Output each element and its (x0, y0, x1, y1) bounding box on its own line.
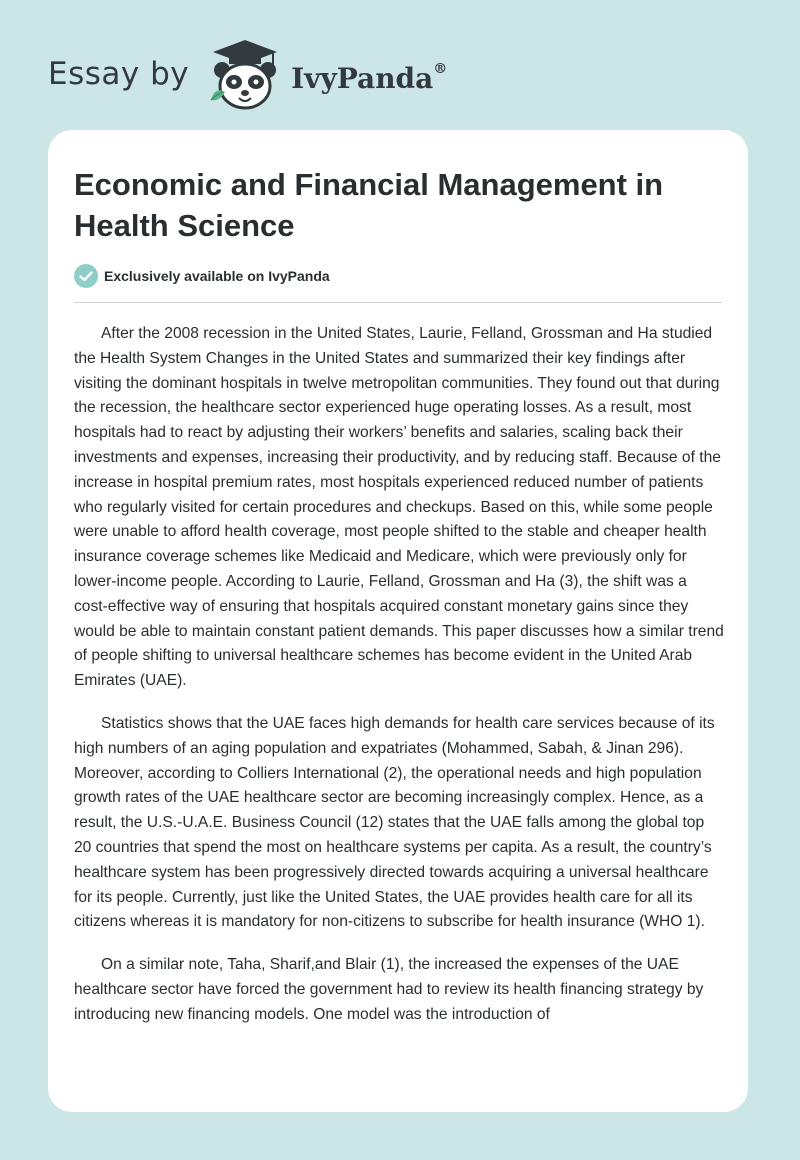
brand-label: IvyPanda (291, 61, 434, 95)
paragraph: Statistics shows that the UAE faces high demands for health care services because of its high numbers of an aging population and expatriates (Mohammed, Sabah, & Jinan 296). Moreover, according to Colliers International (2), the operational needs and high population growth rates of the UAE healthcare sector are becoming increasingly complex. Hence, as a result, the U.S.-U.A.E. Business Council (12) states that the UAE falls among the global top 20 countries that spend the most on healthcare systems per capita. As a result, the country’s healthcare system has been progressively directed towards acquiring a universal healthcare for its people. Currently, just like the United States, the UAE provides health care for all its citizens whereas it is mandatory for non-citizens to subscribe for health insurance (WHO 1). (74, 714, 715, 931)
registered-mark: ® (433, 61, 448, 78)
paragraph: On a similar note, Taha, Sharif,and Blair (1), the increased the expenses of the UAE healthcare sector have forced the government had to review its health financing strategy by introducing new financing models. One model was the introduction of (74, 956, 704, 1023)
site-header (48, 34, 447, 114)
check-circle-icon (74, 264, 98, 288)
exclusive-badge-label: Exclusively available on IvyPanda (104, 268, 330, 284)
paragraph: After the 2008 recession in the United States, Laurie, Felland, Grossman and Ha studied the Health System Changes in the United States and summarized their key findings after visiting the dominant hospitals in twelve metropolitan communities. They found out that during the recession, the healthcare sector experienced huge operating losses. As a result, most hospitals had to react by adjusting their workers’ benefits and salaries, scaling back their investments and expenses, increasing their productivity, and by reducing staff. Because of the increase in hospital premium rates, most hospitals experienced reduced number of patients who regularly visited for certain procedures and checkups. Based on this, while some people were unable to afford health coverage, most people shifted to the stable and cheaper health insurance coverage schemes like Medicaid and Medicare, which were previously only for lower-income people. According to Laurie, Felland, Grossman and Ha (3), the shift was a cost-effective way of ensuring that hospitals acquired constant monetary gains since they would be able to maintain constant patient demands. This paper discusses how a similar trend of people shifting to universal healthcare schemes has become evident in the United Arab Emirates (UAE). (74, 325, 724, 690)
page-title: Economic and Financial Management in Health Science (74, 167, 664, 243)
exclusive-badge (74, 264, 330, 288)
panda-logo-icon[interactable] (205, 34, 285, 114)
essay-card (48, 130, 748, 1112)
essay-body (74, 322, 724, 1046)
essay-by-label: Essay by (48, 56, 190, 92)
divider (74, 302, 722, 303)
brand-name[interactable] (291, 62, 447, 95)
